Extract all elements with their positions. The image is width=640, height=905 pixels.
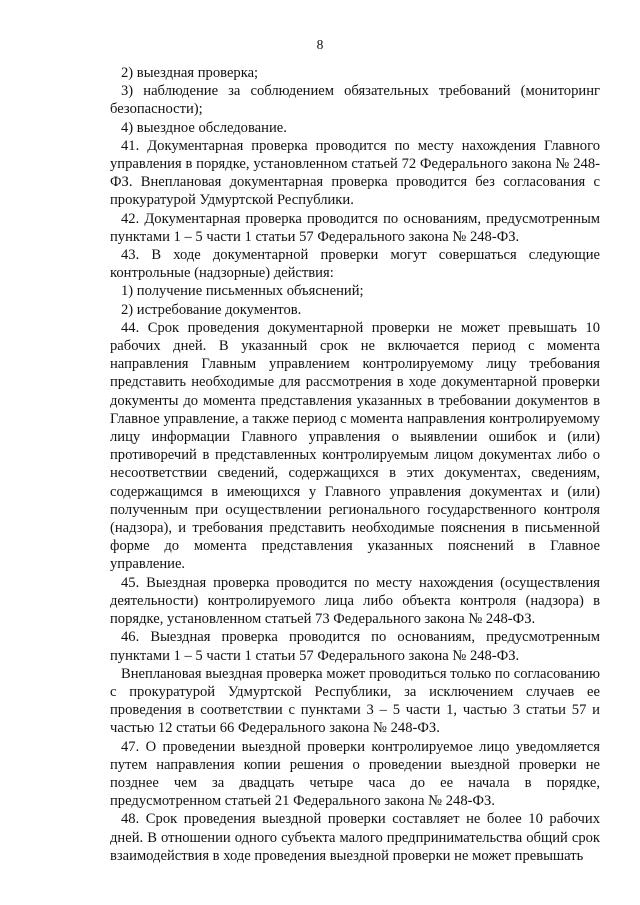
paragraph-item-4: 4) выездное обследование. [121,119,287,136]
paragraph-46-unscheduled: Внеплановая выездная проверка может проводиться только по согласованию с прокуратурой Удмуртской Республики, за исключением случаев ее проведения в соответствии с пунктами 3 – 5 части 1, частью 3 статьи 57 и частью 12 статьи 66 Федерального закона № 248-ФЗ. [110,665,600,737]
paragraph-item-3: 3) наблюдение за соблюдением обязательных требований (мониторинг безопасности); [110,83,600,118]
paragraph-43: 43. В ходе документарной проверки могут совершаться следующие контрольные (надзорные) действия: [110,247,600,282]
paragraph-46: 46. Выездная проверка проводится по основаниям, предусмотренным пунктами 1 – 5 части 1 статьи 57 Федерального закона № 248-ФЗ. [110,629,600,664]
paragraph-48: 48. Срок проведения выездной проверки составляет не более 10 рабочих дней. В отношении одного субъекта малого предпринимательства общий срок взаимодействия в ходе проведения выездной проверки не может превышать [110,811,600,864]
paragraph-45: 45. Выездная проверка проводится по месту нахождения (осуществления деятельности) контролируемого лица либо объекта контроля (надзора) в порядке, установленном статьей 73 Федерального закона № 248-ФЗ. [110,574,600,628]
paragraph-47: 47. О проведении выездной проверки контролируемое лицо уведомляется путем направления копии решения о проведении выездной проверки не позднее чем за двадцать четыре часа до ее начала в порядке, предусмотренном статьей 21 Федерального закона № 248-ФЗ. [110,738,600,810]
paragraph-item-2: 2) выездная проверка; [121,65,259,81]
paragraph-42: 42. Документарная проверка проводится по основаниям, предусмотренным пунктами 1 – 5 части 1 статьи 57 Федерального закона № 248-ФЗ. [110,210,600,245]
paragraph-44: 44. Срок проведения документарной проверки не может превышать 10 рабочих дней. В указанный срок не включается период с момента направления Главным управлением контролируемому лицу требования представить необходимые для рассмотрения в ходе документарной проверки документы до момента представления указанных в требовании документов в Главное управление, а также период с момента направления контролируемому лицу информации Главного управления о выявлении ошибок и (или) противоречий в представленных контролируемым лицом документах либо о несоответствии сведений, содержащихся в этих документах, сведениям, содержащимся в имеющихся у Главного управления документах и (или) полученным при осуществлении регионального государственного контроля (надзора), и требования представить необходимые пояснения в письменной форме до момента представления указанных пояснений в Главное управление. [110,319,600,573]
paragraph-43-item-1: 1) получение письменных объяснений; [121,283,364,300]
page-number: 8 [316,37,324,52]
paragraph-43-item-2: 2) истребование документов. [121,301,302,318]
paragraph-41: 41. Документарная проверка проводится по месту нахождения Главного управления в порядке, установленном статьей 72 Федерального закона № 248-ФЗ. Внеплановая документарная проверка проводится без согласования с прокуратурой Удмуртской Республики. [110,137,600,209]
document-body [110,64,600,865]
